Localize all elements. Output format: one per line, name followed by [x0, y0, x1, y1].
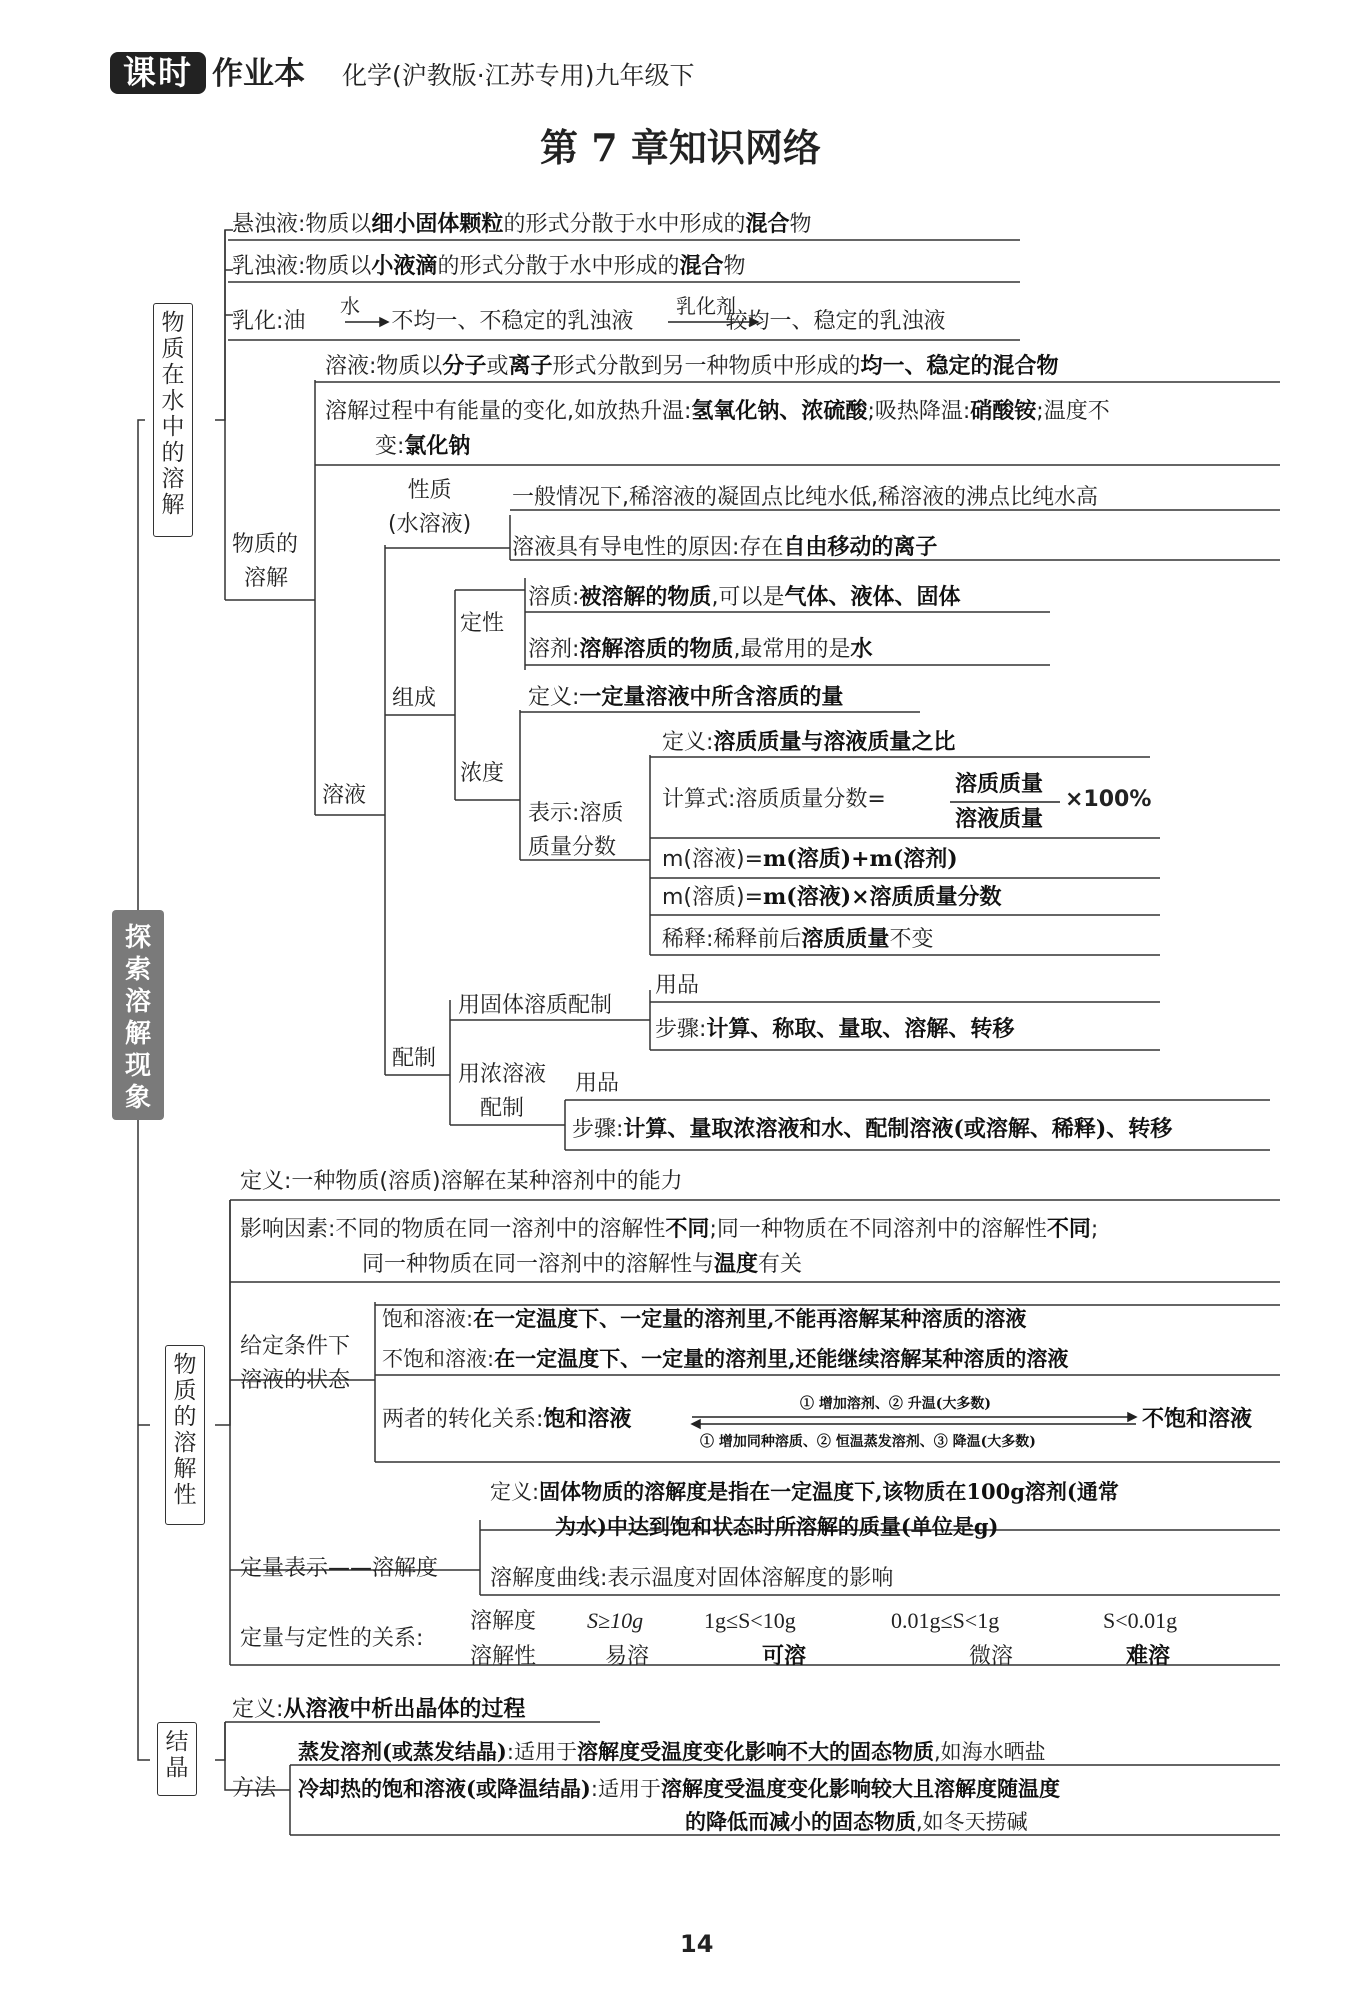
- energy-change: 溶解过程中有能量的变化,如放热升温:氢氧化钠、浓硫酸;吸热降温:硝酸铵;温度不: [325, 398, 1110, 424]
- root-topic-box: 探 索 溶 解 现 象: [112, 910, 164, 1120]
- suspension-line: 悬浊液:物质以细小固体颗粒的形式分散于水中形成的混合物: [232, 211, 812, 237]
- solution-label: 溶液: [322, 783, 367, 808]
- property-conductivity: 溶液具有导电性的原因:存在自由移动的离子: [512, 534, 938, 560]
- relation-label: 定量与定性的关系:: [240, 1626, 424, 1651]
- solute-definition: 溶质:被溶解的物质,可以是气体、液体、固体: [528, 584, 961, 610]
- arrow-label-emulsifier: 乳化剂: [676, 294, 736, 318]
- solubility-quant-definition: 定义:固体物质的溶解度是指在一定温度下,该物质在100g溶剂(通常: [490, 1479, 1119, 1504]
- mass-fraction-label: 表示:溶质 质量分数: [528, 801, 624, 860]
- formula-percent: ×100%: [1065, 787, 1152, 812]
- steps-solid: 步骤:计算、称取、量取、溶解、转移: [655, 1016, 1015, 1042]
- solubility-factors-cont: 同一种物质在同一溶剂中的溶解性与温度有关: [362, 1251, 803, 1277]
- conversion-target: 不饱和溶液: [1142, 1406, 1253, 1432]
- qualitative-label: 定性: [460, 611, 505, 636]
- energy-change-cont: 变:氯化钠: [375, 433, 471, 459]
- page-number: 14: [680, 1930, 714, 1958]
- composition-label: 组成: [392, 686, 437, 711]
- emulsification-line: 乳化:油 不均一、不稳定的乳浊液 较均一、稳定的乳浊液: [232, 309, 946, 334]
- page-title: 第 7 章知识网络: [540, 125, 821, 170]
- solubility-curve: 溶解度曲线:表示温度对固体溶解度的影响: [490, 1566, 894, 1591]
- method-cooling: 冷却热的饱和溶液(或降温结晶):适用于溶解度受温度变化影响较大且溶解度随温度: [298, 1776, 1060, 1801]
- formula-line: 计算式:溶质质量分数=: [662, 787, 886, 812]
- emulsion-line: 乳浊液:物质以小液滴的形式分散于水中形成的混合物: [232, 253, 746, 279]
- unsaturated-definition: 不饱和溶液:在一定温度下、一定量的溶剂里,还能继续溶解某种溶质的溶液: [382, 1346, 1069, 1371]
- section-label-dissolution-in-water: 物 质 在 水 中 的 溶 解: [153, 303, 193, 537]
- conversion-bottom-condition: ① 增加同种溶质、② 恒温蒸发溶剂、③ 降温(大多数): [700, 1434, 1036, 1450]
- solubility-row-labels: 溶解性 易溶 可溶 微溶 难溶: [470, 1643, 1171, 1669]
- arrow-label-water: 水: [340, 294, 360, 318]
- book-subject: 化学(沪教版·江苏专用)九年级下: [342, 61, 695, 90]
- dissolution-label: 物质的 溶解: [232, 532, 299, 591]
- concentration-label: 浓度: [460, 761, 505, 786]
- book-name: 作业本: [212, 56, 305, 92]
- solid-preparation-label: 用固体溶质配制: [458, 993, 613, 1018]
- method-cooling-cont: 的降低而减小的固态物质,如冬天捞碱: [685, 1809, 1028, 1834]
- solubility-quant-label: 定量表示——溶解度: [240, 1556, 439, 1581]
- section-label-crystallization: 结 晶: [157, 1722, 197, 1796]
- conversion-top-condition: ① 增加溶剂、② 升温(大多数): [800, 1396, 991, 1412]
- method-evaporation: 蒸发溶剂(或蒸发结晶):适用于溶解度受温度变化影响不大的固态物质,如海水晒盐: [298, 1739, 1046, 1764]
- dilution-rule: 稀释:稀释前后溶质质量不变: [662, 926, 934, 952]
- liquid-preparation-label: 用浓溶液 配制: [458, 1062, 547, 1121]
- solubility-row-values: 溶解度 S≥10g 1g≤S<10g 0.01g≤S<1g S<0.01g: [470, 1608, 1178, 1634]
- crystallization-definition: 定义:从溶液中析出晶体的过程: [232, 1696, 526, 1722]
- preparation-label: 配制: [392, 1046, 437, 1071]
- conversion-relation: 两者的转化关系:饱和溶液: [382, 1406, 632, 1432]
- concentration-definition: 定义:一定量溶液中所含溶质的量: [528, 684, 844, 710]
- materials-label-2: 用品: [575, 1071, 620, 1096]
- equation-solution-mass: m(溶液)=m(溶质)+m(溶剂): [662, 846, 958, 872]
- steps-liquid: 步骤:计算、量取浓溶液和水、配制溶液(或溶解、稀释)、转移: [572, 1116, 1173, 1142]
- solution-state-label: 给定条件下 溶液的状态: [240, 1334, 351, 1393]
- book-logo: 课时: [110, 52, 206, 94]
- saturated-definition: 饱和溶液:在一定温度下、一定量的溶剂里,不能再溶解某种溶质的溶液: [382, 1306, 1027, 1331]
- solution-definition: 溶液:物质以分子或离子形式分散到另一种物质中形成的均一、稳定的混合物: [325, 353, 1059, 379]
- formula-numerator: 溶质质量: [955, 771, 1044, 797]
- properties-label: 性质 (水溶液): [388, 478, 472, 537]
- mass-fraction-definition: 定义:溶质质量与溶液质量之比: [662, 729, 956, 755]
- formula-denominator: 溶液质量: [955, 806, 1044, 832]
- materials-label-1: 用品: [655, 973, 700, 998]
- equation-solute-mass: m(溶质)=m(溶液)×溶质质量分数: [662, 884, 1002, 910]
- solubility-definition: 定义:一种物质(溶质)溶解在某种溶剂中的能力: [240, 1169, 683, 1194]
- solubility-factors: 影响因素:不同的物质在同一溶剂中的溶解性不同;同一种物质在不同溶剂中的溶解性不同;: [240, 1216, 1099, 1242]
- methods-label: 方法: [232, 1776, 277, 1801]
- section-label-solubility: 物 质 的 溶 解 性: [165, 1345, 205, 1525]
- property-freezing-boiling: 一般情况下,稀溶液的凝固点比纯水低,稀溶液的沸点比纯水高: [512, 485, 1098, 510]
- solubility-quant-definition-cont: 为水)中达到饱和状态时所溶解的质量(单位是g): [555, 1514, 999, 1539]
- solvent-definition: 溶剂:溶解溶质的物质,最常用的是水: [528, 636, 873, 662]
